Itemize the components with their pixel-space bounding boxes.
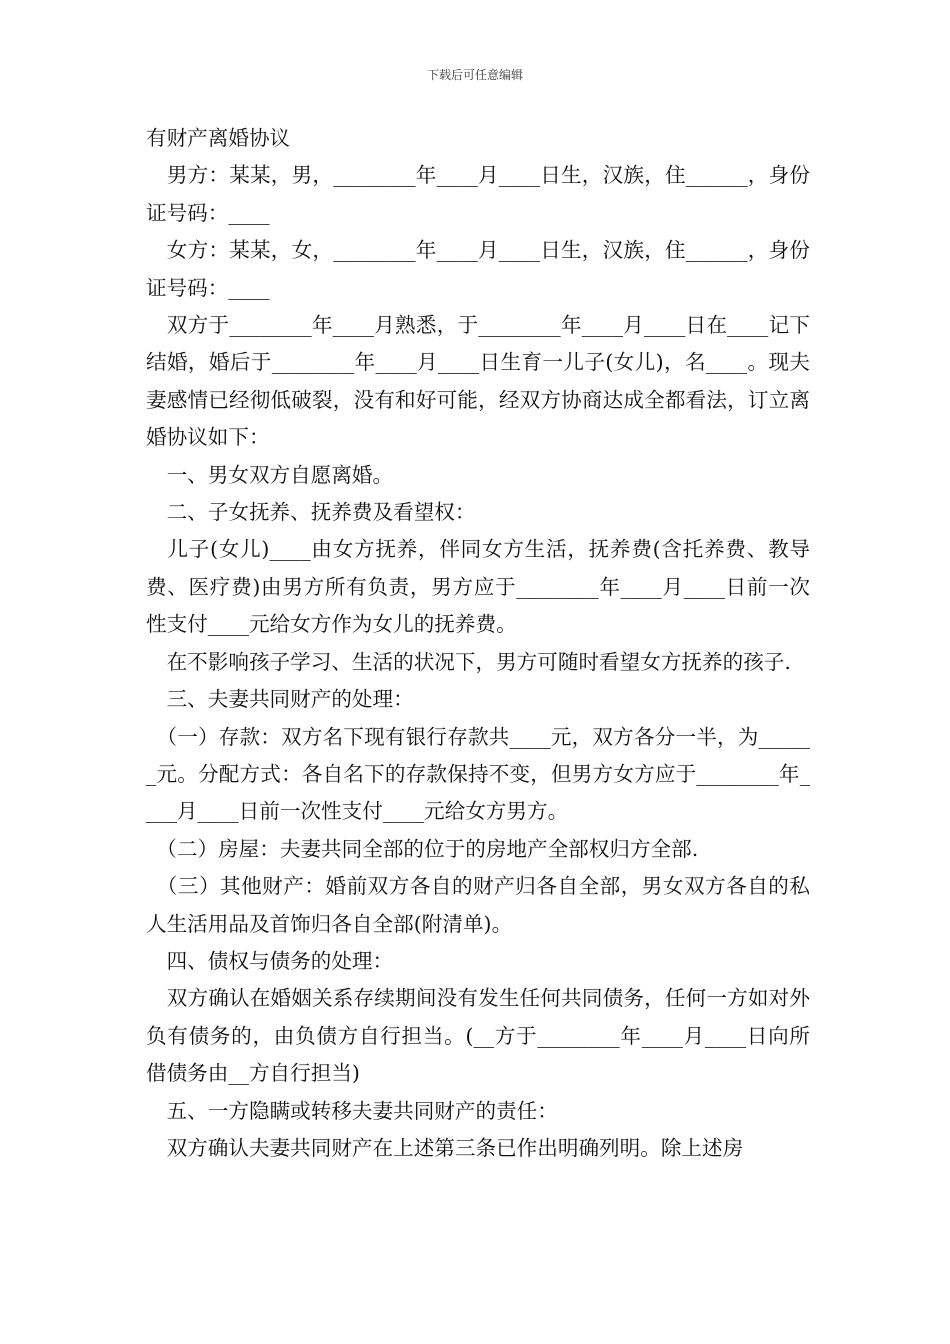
paragraph-clause-4-heading: 四、债权与债务的处理：: [146, 948, 394, 973]
paragraph-debts: 双方确认在婚姻关系存续期间没有发生任何共同债务，任何一方如对外负有债务的，由负债方自行担当。(__方于________年____月____日向所借债务由__方自行担当): [146, 986, 810, 1086]
paragraph-marriage-background: 双方于________年____月熟悉，于________年____月____日在____记下结婚，婚后于________年____月____日生育一儿子(女儿)，名____。现夫妻感情已经彻低破裂，没有和好可能，经双方协商达成全都看法，订立离婚协议如下：: [146, 313, 810, 450]
document-body: [146, 120, 810, 1167]
paragraph-deposits: （一）存款：双方名下现有银行存款共____元，双方各分一半，为______元。分配方式：各自名下的存款保持不变，但男方女方应于________年____月____日前一次性支付____元给女方男方。: [146, 724, 810, 824]
paragraph-clause-2-heading: 二、子女抚养、抚养费及看望权：: [146, 500, 476, 525]
paragraph-child-custody: 儿子(女儿)____由女方抚养，伴同女方生活，抚养费(含托养费、教导费、医疗费)由男方所有负责，男方应于________年____月____日前一次性支付____元给女方作为女儿的抚养费。: [146, 537, 810, 637]
paragraph-visitation: 在不影响孩子学习、生活的状况下，男方可随时看望女方抚养的孩子.: [146, 649, 791, 674]
paragraph-clause-5-heading: 五、一方隐瞒或转移夫妻共同财产的责任：: [146, 1098, 558, 1123]
document-title: 有财产离婚协议: [146, 126, 291, 150]
paragraph-husband-info: 男方：某某，男，________年____月____日生，汉族，住______，身份证号码：____: [146, 163, 810, 225]
paragraph-clause-1: 一、男女双方自愿离婚。: [146, 462, 394, 487]
paragraph-other-property: （三）其他财产：婚前双方各自的财产归各自全部，男女双方各自的私人生活用品及首饰归各自全部(附清单)。: [146, 874, 810, 936]
paragraph-clause-3-heading: 三、夫妻共同财产的处理：: [146, 687, 414, 712]
paragraph-concealment: 双方确认夫妻共同财产在上述第三条已作出明确列明。除上述房: [146, 1135, 744, 1160]
paragraph-house: （二）房屋：夫妻共同全部的位于的房地产全部权归方全部.: [146, 836, 699, 861]
paragraph-wife-info: 女方：某某，女，________年____月____日生，汉族，住______，身份证号码：____: [146, 238, 810, 300]
page-header: 下载后可任意编辑: [426, 68, 523, 82]
